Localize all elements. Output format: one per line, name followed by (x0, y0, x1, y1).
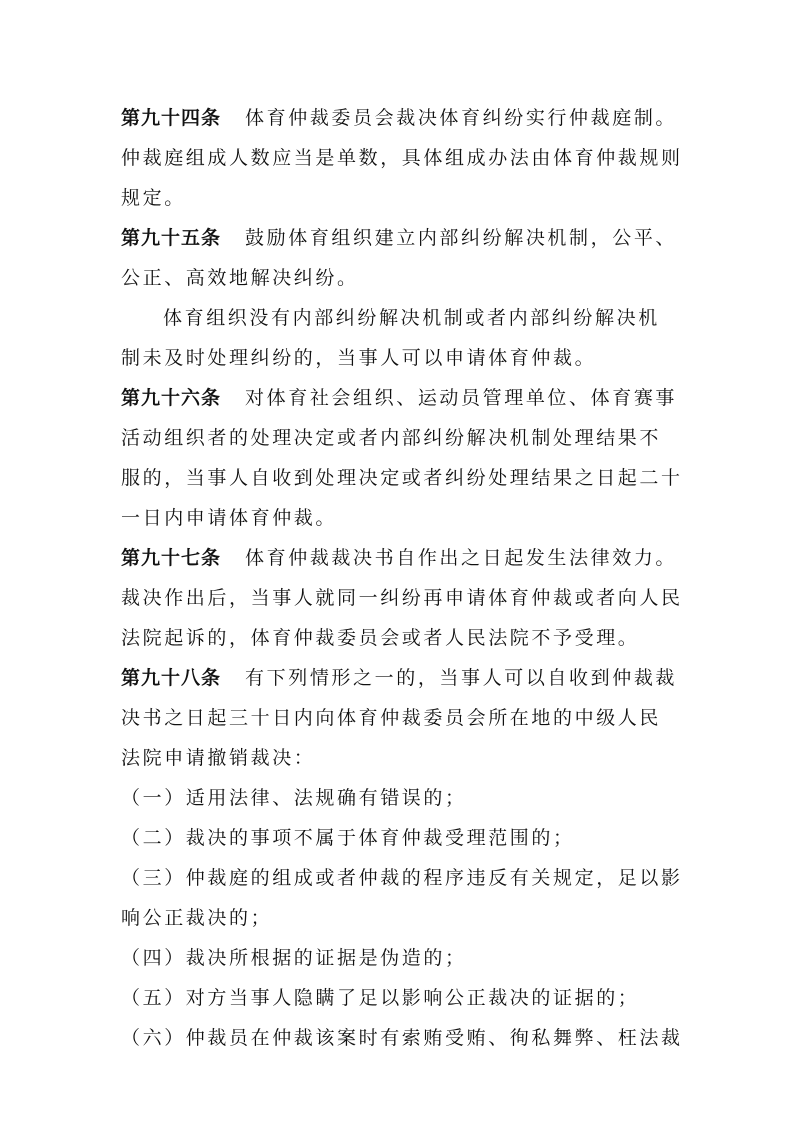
article-96-line-1 (121, 378, 677, 418)
article-number: 第九十七条 (121, 547, 222, 569)
article-94-line-2: 仲裁庭组成人数应当是单数，具体组成办法由体育仲裁规则 (121, 147, 683, 169)
article-text: 体育仲裁委员会裁决体育纠纷实行仲裁庭制。 (245, 107, 678, 129)
article-96-line-2: 活动组织者的处理决定或者内部纠纷解决机制处理结果不 (121, 427, 662, 449)
article-97-line-1 (121, 538, 677, 578)
article-text: 体育仲裁裁决书自作出之日起发生法律效力。 (245, 547, 678, 569)
list-item: （二）裁决的事项不属于体育仲裁受理范围的； (121, 827, 575, 849)
article-96-line-4: 一日内申请体育仲裁。 (121, 507, 338, 529)
article-94-line-1 (121, 98, 677, 138)
list-item: （四）裁决所根据的证据是伪造的； (121, 947, 467, 969)
list-item: （一）适用法律、法规确有错误的； (121, 787, 467, 809)
article-98-line-3: 法院申请撤销裁决： (121, 747, 316, 769)
article-number: 第九十四条 (121, 107, 222, 129)
article-98-line-2: 决书之日起三十日内向体育仲裁委员会所在地的中级人民 (121, 707, 662, 729)
list-item: （五）对方当事人隐瞒了足以影响公正裁决的证据的； (121, 987, 640, 1009)
article-text: 有下列情形之一的，当事人可以自收到仲裁裁 (245, 667, 678, 689)
document-page (121, 98, 683, 1058)
article-94-line-3: 规定。 (121, 187, 186, 209)
article-98-line-1 (121, 658, 677, 698)
article-number: 第九十八条 (121, 667, 222, 689)
article-95-para2-line-2: 制未及时处理纠纷的，当事人可以申请体育仲裁。 (121, 347, 597, 369)
article-97-line-2: 裁决作出后，当事人就同一纠纷再申请体育仲裁或者向人民 (121, 587, 683, 609)
article-96-line-3: 服的，当事人自收到处理决定或者纠纷处理结果之日起二十 (121, 467, 683, 489)
list-item: （三）仲裁庭的组成或者仲裁的程序违反有关规定，足以影 (121, 867, 683, 889)
list-item: （六）仲裁员在仲裁该案时有索贿受贿、徇私舞弊、枉法裁 (121, 1027, 683, 1049)
article-95-line-1 (121, 218, 677, 258)
article-text: 对体育社会组织、运动员管理单位、体育赛事 (245, 387, 678, 409)
article-text: 鼓励体育组织建立内部纠纷解决机制，公平、 (245, 227, 678, 249)
article-97-line-3: 法院起诉的，体育仲裁委员会或者人民法院不予受理。 (121, 627, 640, 649)
list-item: 响公正裁决的； (121, 907, 273, 929)
article-95-para2-line-1: 体育组织没有内部纠纷解决机制或者内部纠纷解决机 (163, 307, 660, 329)
article-95-line-2: 公正、高效地解决纠纷。 (121, 267, 359, 289)
article-number: 第九十六条 (121, 387, 222, 409)
article-number: 第九十五条 (121, 227, 222, 249)
